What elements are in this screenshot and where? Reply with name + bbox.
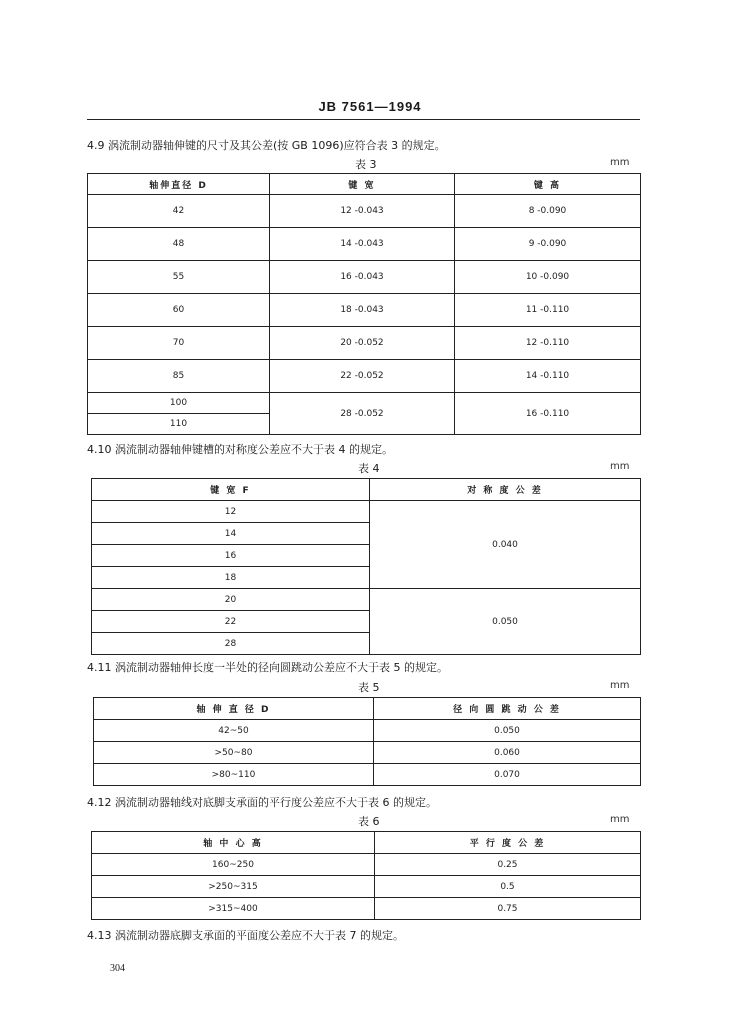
table-5-caption: 表 5 (358, 681, 380, 694)
table-cell: 0.75 (375, 898, 641, 920)
table-cell: 20 -0.052 (270, 327, 455, 360)
table-6-caption: 表 6 (358, 815, 380, 828)
table-cell: 0.060 (374, 742, 641, 764)
table-cell: 12 -0.110 (455, 327, 641, 360)
table-cell: 0.25 (375, 854, 641, 876)
table-cell: 12 (92, 501, 370, 523)
table-cell: 22 (92, 611, 370, 633)
table-cell: 42~50 (94, 720, 374, 742)
table-cell: 0.5 (375, 876, 641, 898)
table-row (94, 764, 641, 786)
table-row (88, 360, 641, 393)
table-cell: 100 (88, 393, 270, 414)
table-row (88, 327, 641, 360)
table-4-header-symmetry: 对 称 度 公 差 (370, 479, 641, 501)
table-cell: >315~400 (92, 898, 375, 920)
table-row (88, 261, 641, 294)
table-4-caption: 表 4 (358, 462, 380, 475)
header-rule (87, 119, 640, 120)
table-row (92, 501, 641, 523)
table-cell: 0.040 (370, 501, 641, 589)
table-3-header-width: 键 宽 (270, 174, 455, 195)
table-cell: 16 (92, 545, 370, 567)
table-cell: 11 -0.110 (455, 294, 641, 327)
table-row (92, 898, 641, 920)
table-3-header-diameter: 轴伸直径 D (88, 174, 270, 195)
table-5-unit: mm (610, 680, 630, 691)
clause-4-12: 4.12 涡流制动器轴线对底脚支承面的平行度公差应不大于表 6 的规定。 (87, 796, 437, 809)
table-cell: 22 -0.052 (270, 360, 455, 393)
table-3-header-height: 键 高 (455, 174, 641, 195)
table-cell: 0.070 (374, 764, 641, 786)
table-cell: 8 -0.090 (455, 195, 641, 228)
table-3-caption: 表 3 (355, 158, 377, 171)
table-row (94, 720, 641, 742)
table-cell: 0.050 (370, 589, 641, 655)
standard-number: JB 7561—1994 (318, 99, 422, 114)
table-6-header-center-height: 轴 中 心 高 (92, 832, 375, 854)
table-row (88, 393, 641, 414)
table-6-header-parallelism: 平 行 度 公 差 (375, 832, 641, 854)
table-6-unit: mm (610, 814, 630, 825)
table-cell: >50~80 (94, 742, 374, 764)
table-cell: 10 -0.090 (455, 261, 641, 294)
table-cell: 16 -0.043 (270, 261, 455, 294)
table-row (94, 742, 641, 764)
table-cell: 14 (92, 523, 370, 545)
table-row (88, 195, 641, 228)
table-row (92, 876, 641, 898)
table-5 (93, 697, 641, 786)
clause-4-10: 4.10 涡流制动器轴伸键槽的对称度公差应不大于表 4 的规定。 (87, 443, 393, 456)
table-cell: 18 (92, 567, 370, 589)
table-4-unit: mm (610, 461, 630, 472)
table-cell: 160~250 (92, 854, 375, 876)
table-cell: 18 -0.043 (270, 294, 455, 327)
table-5-header-diameter: 轴 伸 直 径 D (94, 698, 374, 720)
table-cell: 60 (88, 294, 270, 327)
table-4-header-keywidth: 键 宽 F (92, 479, 370, 501)
table-row (92, 589, 641, 611)
table-cell: 14 -0.043 (270, 228, 455, 261)
table-3-unit: mm (610, 157, 630, 168)
table-cell: 14 -0.110 (455, 360, 641, 393)
table-cell: >250~315 (92, 876, 375, 898)
table-cell: 55 (88, 261, 270, 294)
page-number: 304 (110, 963, 125, 974)
table-cell: 42 (88, 195, 270, 228)
table-cell: 28 (92, 633, 370, 655)
clause-4-13: 4.13 涡流制动器底脚支承面的平面度公差应不大于表 7 的规定。 (87, 929, 404, 942)
table-cell: >80~110 (94, 764, 374, 786)
table-cell: 110 (88, 414, 270, 435)
table-3 (87, 173, 641, 435)
table-row (88, 228, 641, 261)
table-4 (91, 478, 641, 655)
table-cell: 28 -0.052 (270, 393, 455, 435)
clause-4-11: 4.11 涡流制动器轴伸长度一半处的径向圆跳动公差应不大于表 5 的规定。 (87, 661, 448, 674)
table-cell: 16 -0.110 (455, 393, 641, 435)
table-6 (91, 831, 641, 920)
table-5-header-runout: 径 向 圆 跳 动 公 差 (374, 698, 641, 720)
table-cell: 0.050 (374, 720, 641, 742)
clause-4-9: 4.9 涡流制动器轴伸键的尺寸及其公差(按 GB 1096)应符合表 3 的规定。 (87, 139, 446, 152)
table-cell: 70 (88, 327, 270, 360)
table-cell: 9 -0.090 (455, 228, 641, 261)
table-row (92, 854, 641, 876)
table-cell: 85 (88, 360, 270, 393)
table-row (88, 294, 641, 327)
table-cell: 20 (92, 589, 370, 611)
table-cell: 48 (88, 228, 270, 261)
table-cell: 12 -0.043 (270, 195, 455, 228)
